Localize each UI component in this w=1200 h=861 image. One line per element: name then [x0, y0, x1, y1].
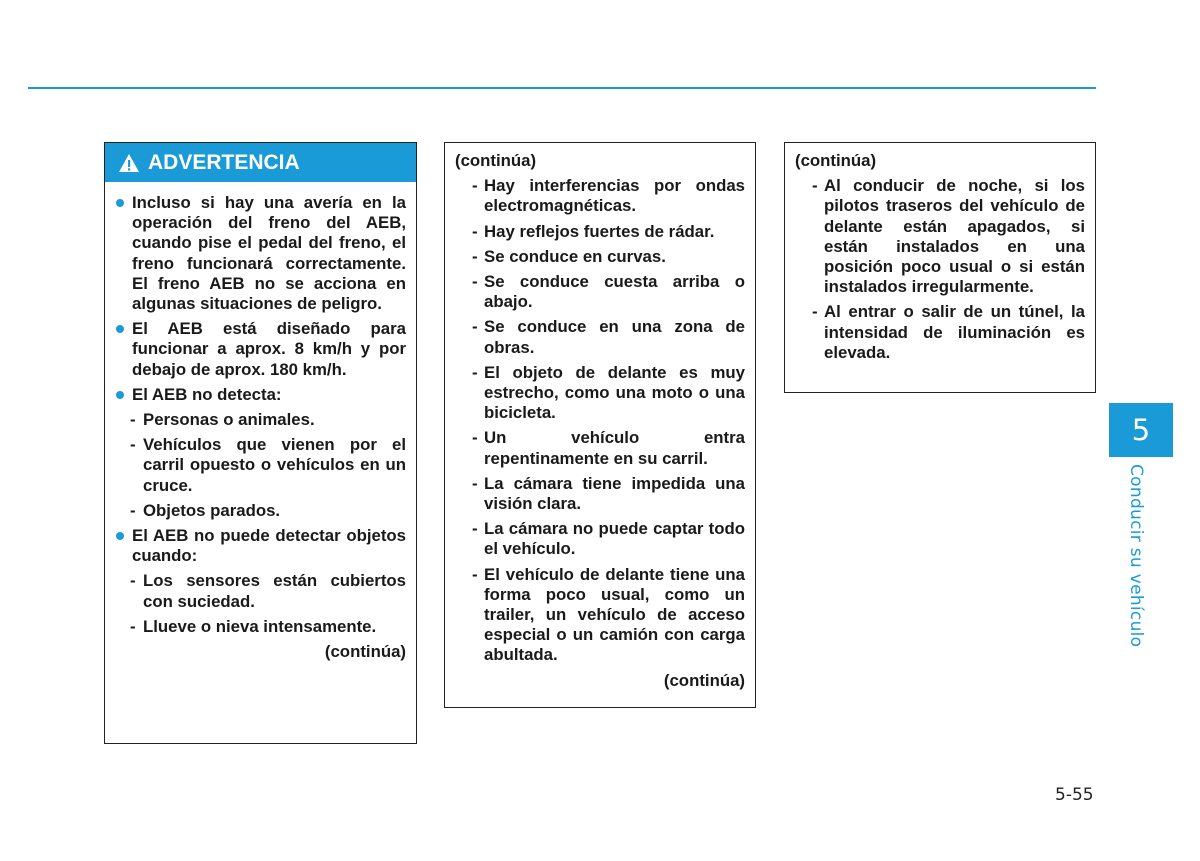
- warning-content: [105, 182, 416, 662]
- warning-header: [105, 143, 416, 182]
- sub-list-item: - El vehículo de delante tiene una forma poco usual, como un trailer, un vehículo de acceso especial o un camión con carga abultada.: [455, 565, 745, 666]
- sub-list-item: - Objetos parados.: [115, 501, 406, 521]
- sub-list-item: - El objeto de delante es muy estrecho, como una moto o una bicicleta.: [455, 363, 745, 424]
- sub-list-item: - La cámara no puede captar todo el vehículo.: [455, 519, 745, 559]
- section-title: Conducir su vehículo: [1126, 464, 1146, 648]
- continued-box-2: [444, 142, 756, 708]
- sub-list-item: - Los sensores están cubiertos con suciedad.: [115, 571, 406, 611]
- sub-list-item: - Un vehículo entra repentinamente en su carril.: [455, 428, 745, 468]
- sub-list-item: - Hay interferencias por ondas electromagnéticas.: [455, 176, 745, 216]
- continued-content-2: [445, 143, 755, 691]
- header-rule: [28, 87, 1096, 89]
- continued-content-3: [785, 143, 1095, 363]
- warning-title: ADVERTENCIA: [148, 150, 300, 174]
- sub-list-item: - Llueve o nieva intensamente.: [115, 617, 406, 637]
- warning-triangle-icon: [118, 153, 140, 173]
- list-item: Incluso si hay una avería en la operación del freno del AEB, cuando pise el pedal del freno, el freno funcionará correctamente. El freno AEB no se acciona en algunas situaciones de peligro.: [115, 193, 406, 314]
- sub-list-item: - Se conduce cuesta arriba o abajo.: [455, 272, 745, 312]
- continued-label: (continúa): [455, 151, 537, 170]
- continued-box-3: [784, 142, 1096, 393]
- sub-list-item: - Al conducir de noche, si los pilotos traseros del vehículo de delante están apagados, si están instalados en una posición poco usual o si están instalados irregularmente.: [795, 176, 1085, 297]
- sub-list-item: - Se conduce en curvas.: [455, 247, 745, 267]
- warning-box: [104, 142, 417, 744]
- list-item: El AEB no detecta:: [115, 385, 406, 405]
- continues-label: (continúa): [324, 642, 406, 662]
- section-number-tab: 5: [1109, 403, 1173, 457]
- sub-list-item: - Se conduce en una zona de obras.: [455, 317, 745, 357]
- sub-list-item: - Vehículos que vienen por el carril opuesto o vehículos en un cruce.: [115, 435, 406, 496]
- continues-label: (continúa): [663, 670, 745, 690]
- sub-list-item: - Al entrar o salir de un túnel, la intensidad de iluminación es elevada.: [795, 302, 1085, 363]
- continued-label: (continúa): [795, 151, 877, 170]
- list-item: El AEB no puede detectar objetos cuando:: [115, 526, 406, 566]
- page-number: 5-55: [1055, 785, 1094, 805]
- list-item: El AEB está diseñado para funcionar a aprox. 8 km/h y por debajo de aprox. 180 km/h.: [115, 319, 406, 380]
- sub-list-item: - Hay reflejos fuertes de rádar.: [455, 222, 745, 242]
- sub-list-item: - Personas o animales.: [115, 410, 406, 430]
- sub-list-item: - La cámara tiene impedida una visión clara.: [455, 474, 745, 514]
